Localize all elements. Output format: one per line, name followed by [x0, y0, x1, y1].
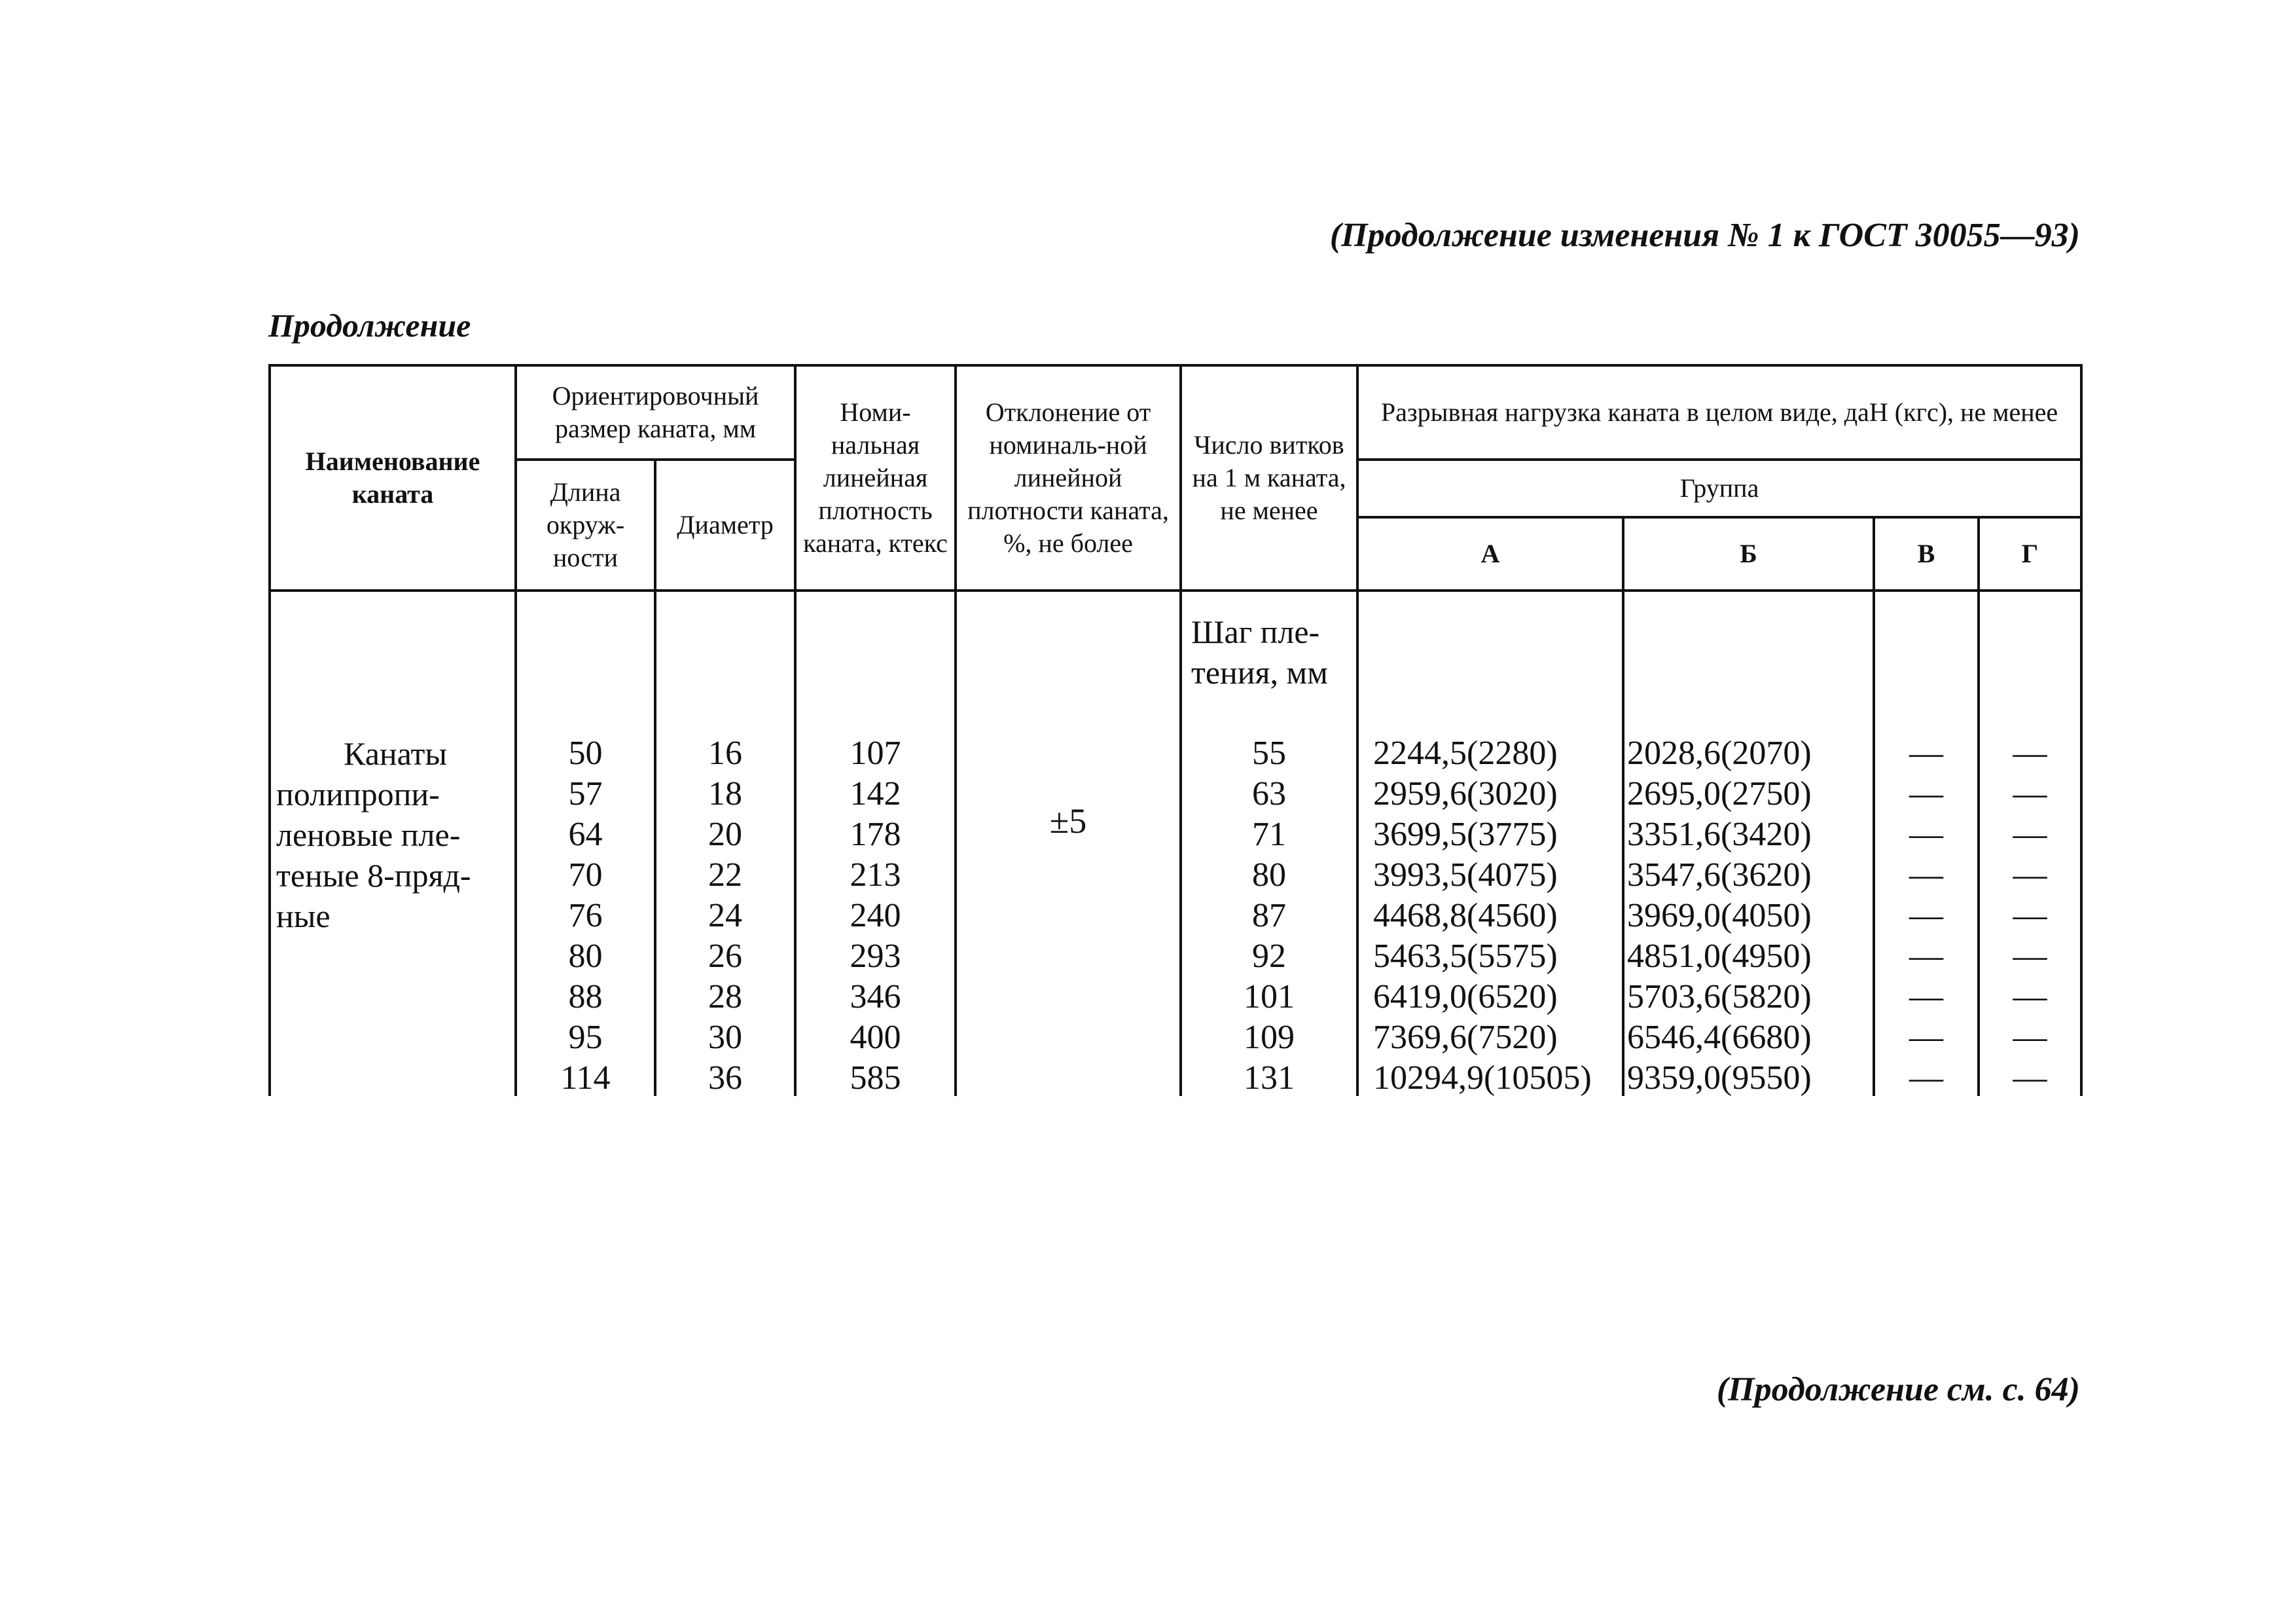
table-cell-step: 131 — [1244, 1059, 1295, 1097]
table-cell-density: 142 — [850, 775, 901, 812]
load-b-column — [1623, 591, 1874, 1096]
table-cell-diameter: 28 — [708, 978, 742, 1015]
table-cell-density: 107 — [850, 735, 901, 772]
load-v-column — [1874, 591, 1979, 1096]
header-circumference: Длина окруж-ности — [516, 460, 655, 591]
table-cell-diameter: 20 — [708, 816, 742, 853]
section-label: Продолжение — [268, 307, 471, 344]
table-cell-step: 63 — [1252, 775, 1286, 812]
table-cell-circumference: 64 — [568, 816, 603, 853]
header-breaking-load: Разрывная нагрузка каната в целом виде, даН (кгс), не менее — [1357, 365, 2081, 460]
header-linear-density: Номи-нальная линейная плотность каната, ктекс — [795, 365, 956, 591]
table-cell-load-a: 6419,0(6520) — [1373, 978, 1558, 1015]
load-a-column — [1357, 591, 1623, 1096]
table-cell-circumference: 114 — [560, 1059, 611, 1097]
table-cell-diameter: 24 — [708, 897, 742, 934]
table-cell-diameter: 26 — [708, 938, 742, 975]
table-cell-density: 213 — [850, 856, 901, 894]
table-cell-circumference: 95 — [568, 1019, 603, 1056]
table-cell-load-g: — — [2013, 856, 2047, 894]
table-cell-load-g: — — [2013, 897, 2047, 934]
table-cell-density: 346 — [850, 978, 901, 1015]
table-cell-load-v: — — [1909, 897, 1943, 934]
table-cell-diameter: 36 — [708, 1059, 742, 1097]
table-cell-load-a: 5463,5(5575) — [1373, 938, 1558, 975]
table-cell-load-g: — — [2013, 735, 2047, 772]
rope-name-cell — [270, 591, 516, 1096]
table-cell-circumference: 57 — [568, 775, 603, 812]
rope-name-line: леновые пле- — [276, 816, 461, 853]
table-cell-load-g: — — [2013, 816, 2047, 853]
table-cell-load-v: — — [1909, 1019, 1943, 1056]
table-cell-step: 101 — [1244, 978, 1295, 1015]
table-cell-step: 109 — [1244, 1019, 1295, 1056]
table-cell-circumference: 80 — [568, 938, 603, 975]
table-cell-density: 400 — [850, 1019, 901, 1056]
table-cell-load-a: 7369,6(7520) — [1373, 1019, 1558, 1056]
table-cell-load-b: 3969,0(4050) — [1627, 897, 1812, 934]
table-cell-step: 71 — [1252, 816, 1286, 853]
table-body-row — [270, 591, 2081, 1096]
header-group-g: Г — [1979, 517, 2081, 591]
table-cell-load-g: — — [2013, 978, 2047, 1015]
table-cell-load-v: — — [1909, 938, 1943, 975]
deviation-value: ±5 — [1049, 801, 1087, 841]
table-cell-density: 293 — [850, 938, 901, 975]
turns-column — [1181, 591, 1357, 1096]
rope-name-line: Канаты — [344, 735, 447, 772]
document-continuation-note: (Продолжение изменения № 1 к ГОСТ 30055—93) — [1329, 217, 2080, 254]
circumference-column — [516, 591, 655, 1096]
table-cell-diameter: 22 — [708, 856, 742, 894]
table-cell-load-v: — — [1909, 978, 1943, 1015]
table-cell-load-a: 3993,5(4075) — [1373, 856, 1558, 894]
step-label: Шаг пле-тения, мм — [1191, 613, 1328, 691]
table-cell-load-b: 6546,4(6680) — [1627, 1019, 1812, 1056]
table-cell-load-a: 2959,6(3020) — [1373, 775, 1558, 812]
table-cell-load-b: 2695,0(2750) — [1627, 775, 1812, 812]
table-cell-load-g: — — [2013, 1059, 2047, 1097]
density-column — [795, 591, 956, 1096]
table-cell-circumference: 76 — [568, 897, 603, 934]
table-cell-load-g: — — [2013, 938, 2047, 975]
table-cell-circumference: 88 — [568, 978, 603, 1015]
header-approx-size: Ориентировочный размер каната, мм — [516, 365, 795, 460]
table-cell-density: 178 — [850, 816, 901, 853]
table-cell-load-a: 10294,9(10505) — [1373, 1059, 1592, 1097]
table-cell-circumference: 70 — [568, 856, 603, 894]
table-cell-load-v: — — [1909, 775, 1943, 812]
table-cell-load-g: — — [2013, 775, 2047, 812]
rope-name-line: полипропи- — [276, 776, 440, 812]
table-cell-diameter: 30 — [708, 1019, 742, 1056]
header-group-b: Б — [1623, 517, 1874, 591]
header-turns-per-meter: Число витков на 1 м каната, не менее — [1181, 365, 1357, 591]
table-cell-load-a: 4468,8(4560) — [1373, 897, 1558, 934]
continuation-reference: (Продолжение см. с. 64) — [1716, 1371, 2080, 1408]
table-cell-step: 80 — [1252, 856, 1286, 894]
table-cell-diameter: 16 — [708, 735, 742, 772]
table-cell-step: 92 — [1252, 938, 1286, 975]
table-cell-load-a: 2244,5(2280) — [1373, 735, 1558, 772]
table-cell-load-b: 9359,0(9550) — [1627, 1059, 1812, 1097]
table-cell-load-b: 3547,6(3620) — [1627, 856, 1812, 894]
table-cell-load-b: 2028,6(2070) — [1627, 735, 1812, 772]
table-cell-density: 585 — [850, 1059, 901, 1097]
table-cell-load-v: — — [1909, 1059, 1943, 1097]
table-cell-density: 240 — [850, 897, 901, 934]
table-cell-load-g: — — [2013, 1019, 2047, 1056]
table-cell-load-v: — — [1909, 735, 1943, 772]
table-cell-load-v: — — [1909, 856, 1943, 894]
table-cell-load-b: 4851,0(4950) — [1627, 938, 1812, 975]
header-group-a: А — [1357, 517, 1623, 591]
table-cell-diameter: 18 — [708, 775, 742, 812]
table-cell-circumference: 50 — [568, 735, 603, 772]
header-group: Группа — [1357, 460, 2081, 517]
table-cell-load-b: 5703,6(5820) — [1627, 978, 1812, 1015]
header-density-deviation: Отклонение от номиналь-ной линейной плотности каната, %, не более — [956, 365, 1181, 591]
rope-spec-table — [268, 364, 2083, 1096]
rope-name-line: ные — [276, 898, 331, 934]
table-cell-step: 87 — [1252, 897, 1286, 934]
table-cell-load-a: 3699,5(3775) — [1373, 816, 1558, 853]
rope-name-line: теные 8-пряд- — [276, 857, 471, 894]
deviation-column — [956, 591, 1181, 1096]
table-cell-step: 55 — [1252, 735, 1286, 772]
table-cell-load-v: — — [1909, 816, 1943, 853]
header-group-v: В — [1874, 517, 1979, 591]
header-rope-name: Наименование каната — [270, 365, 516, 591]
header-diameter: Диаметр — [655, 460, 795, 591]
load-g-column — [1979, 591, 2081, 1096]
table-cell-load-b: 3351,6(3420) — [1627, 816, 1812, 853]
diameter-column — [655, 591, 795, 1096]
